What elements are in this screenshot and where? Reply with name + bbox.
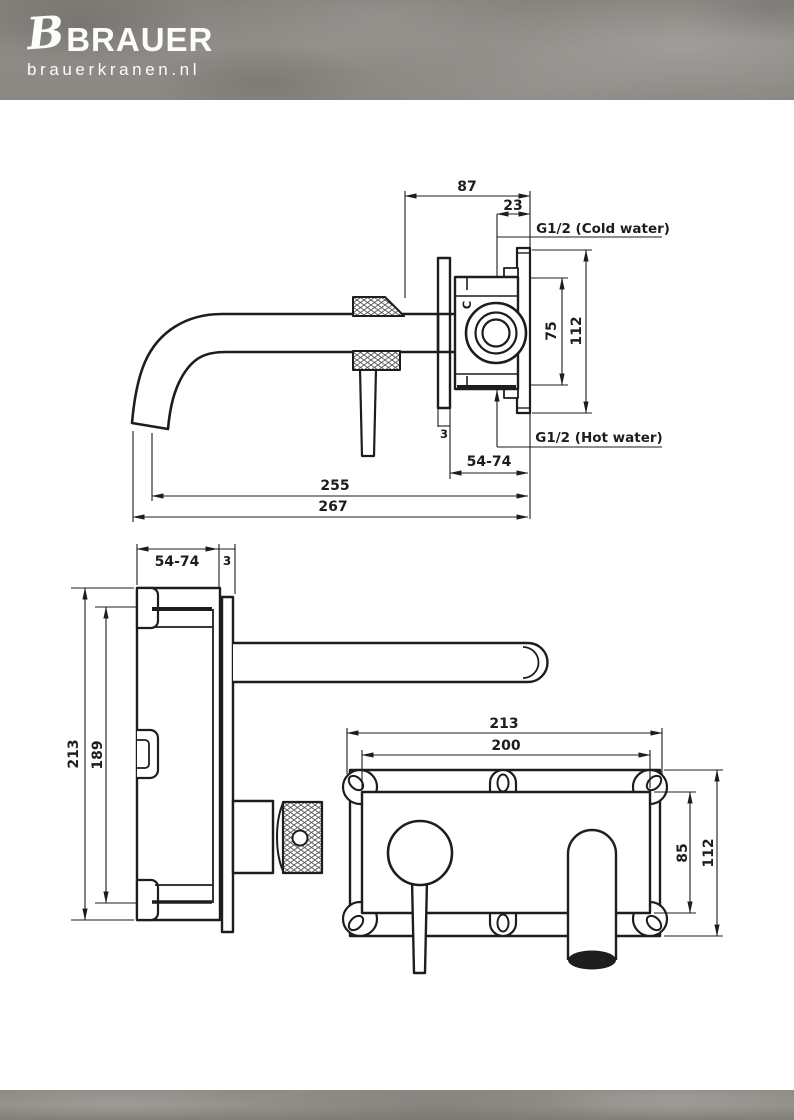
hot-water-label: G1/2 (Hot water) — [535, 430, 663, 446]
dim-54-74-label: 54-74 — [466, 454, 512, 470]
rough-in-front-view — [343, 716, 723, 973]
brand-domain: brauerkranen.nl — [27, 60, 201, 79]
side-dim-3-label: 3 — [222, 554, 232, 568]
valve-body — [455, 268, 526, 398]
spout-side — [233, 643, 548, 682]
dim-23-label: 23 — [503, 198, 523, 214]
drawing-area — [0, 100, 794, 1090]
valve-c-marking: C — [460, 300, 474, 310]
dim-112-label: 112 — [569, 316, 585, 346]
footer-band — [0, 1090, 794, 1120]
cold-water-label: G1/2 (Cold water) — [536, 221, 670, 237]
front-dim-85-label: 85 — [675, 843, 691, 863]
spout-outline — [132, 314, 438, 429]
handle-front — [388, 821, 452, 885]
tap-side-view — [132, 179, 670, 522]
dim-255-label: 255 — [320, 478, 350, 494]
dim-3-label: 3 — [439, 427, 449, 441]
dim-267-label: 267 — [318, 499, 348, 515]
rough-in-box — [137, 588, 220, 920]
dim-75-label: 75 — [544, 321, 560, 341]
wall-plate — [438, 258, 450, 408]
brand-logo — [25, 6, 214, 80]
front-dim-112-label: 112 — [701, 838, 717, 868]
front-dim-213-label: 213 — [489, 716, 519, 732]
handle-lever — [360, 369, 376, 456]
spout-outlet-opening — [568, 951, 616, 970]
knurled-collar-lower — [353, 351, 400, 370]
side-dim-54-74-label: 54-74 — [154, 554, 200, 570]
wall-plate-side — [222, 597, 233, 932]
front-dim-200-label: 200 — [491, 738, 521, 754]
side-dim-213-label: 213 — [66, 739, 82, 769]
side-dim-189-label: 189 — [90, 740, 106, 770]
header-band — [0, 0, 794, 100]
dim-87-label: 87 — [457, 179, 477, 195]
brand-logo-b-icon: B — [25, 6, 66, 61]
brand-logo-row — [25, 6, 214, 61]
lever-front — [412, 880, 427, 973]
spout-front — [568, 830, 616, 960]
cartridge-side — [233, 801, 273, 873]
knurled-collar-upper — [353, 297, 404, 316]
brand-name: BRAUER — [66, 21, 214, 58]
handle-screw — [293, 831, 308, 846]
technical-drawing — [0, 100, 794, 1090]
